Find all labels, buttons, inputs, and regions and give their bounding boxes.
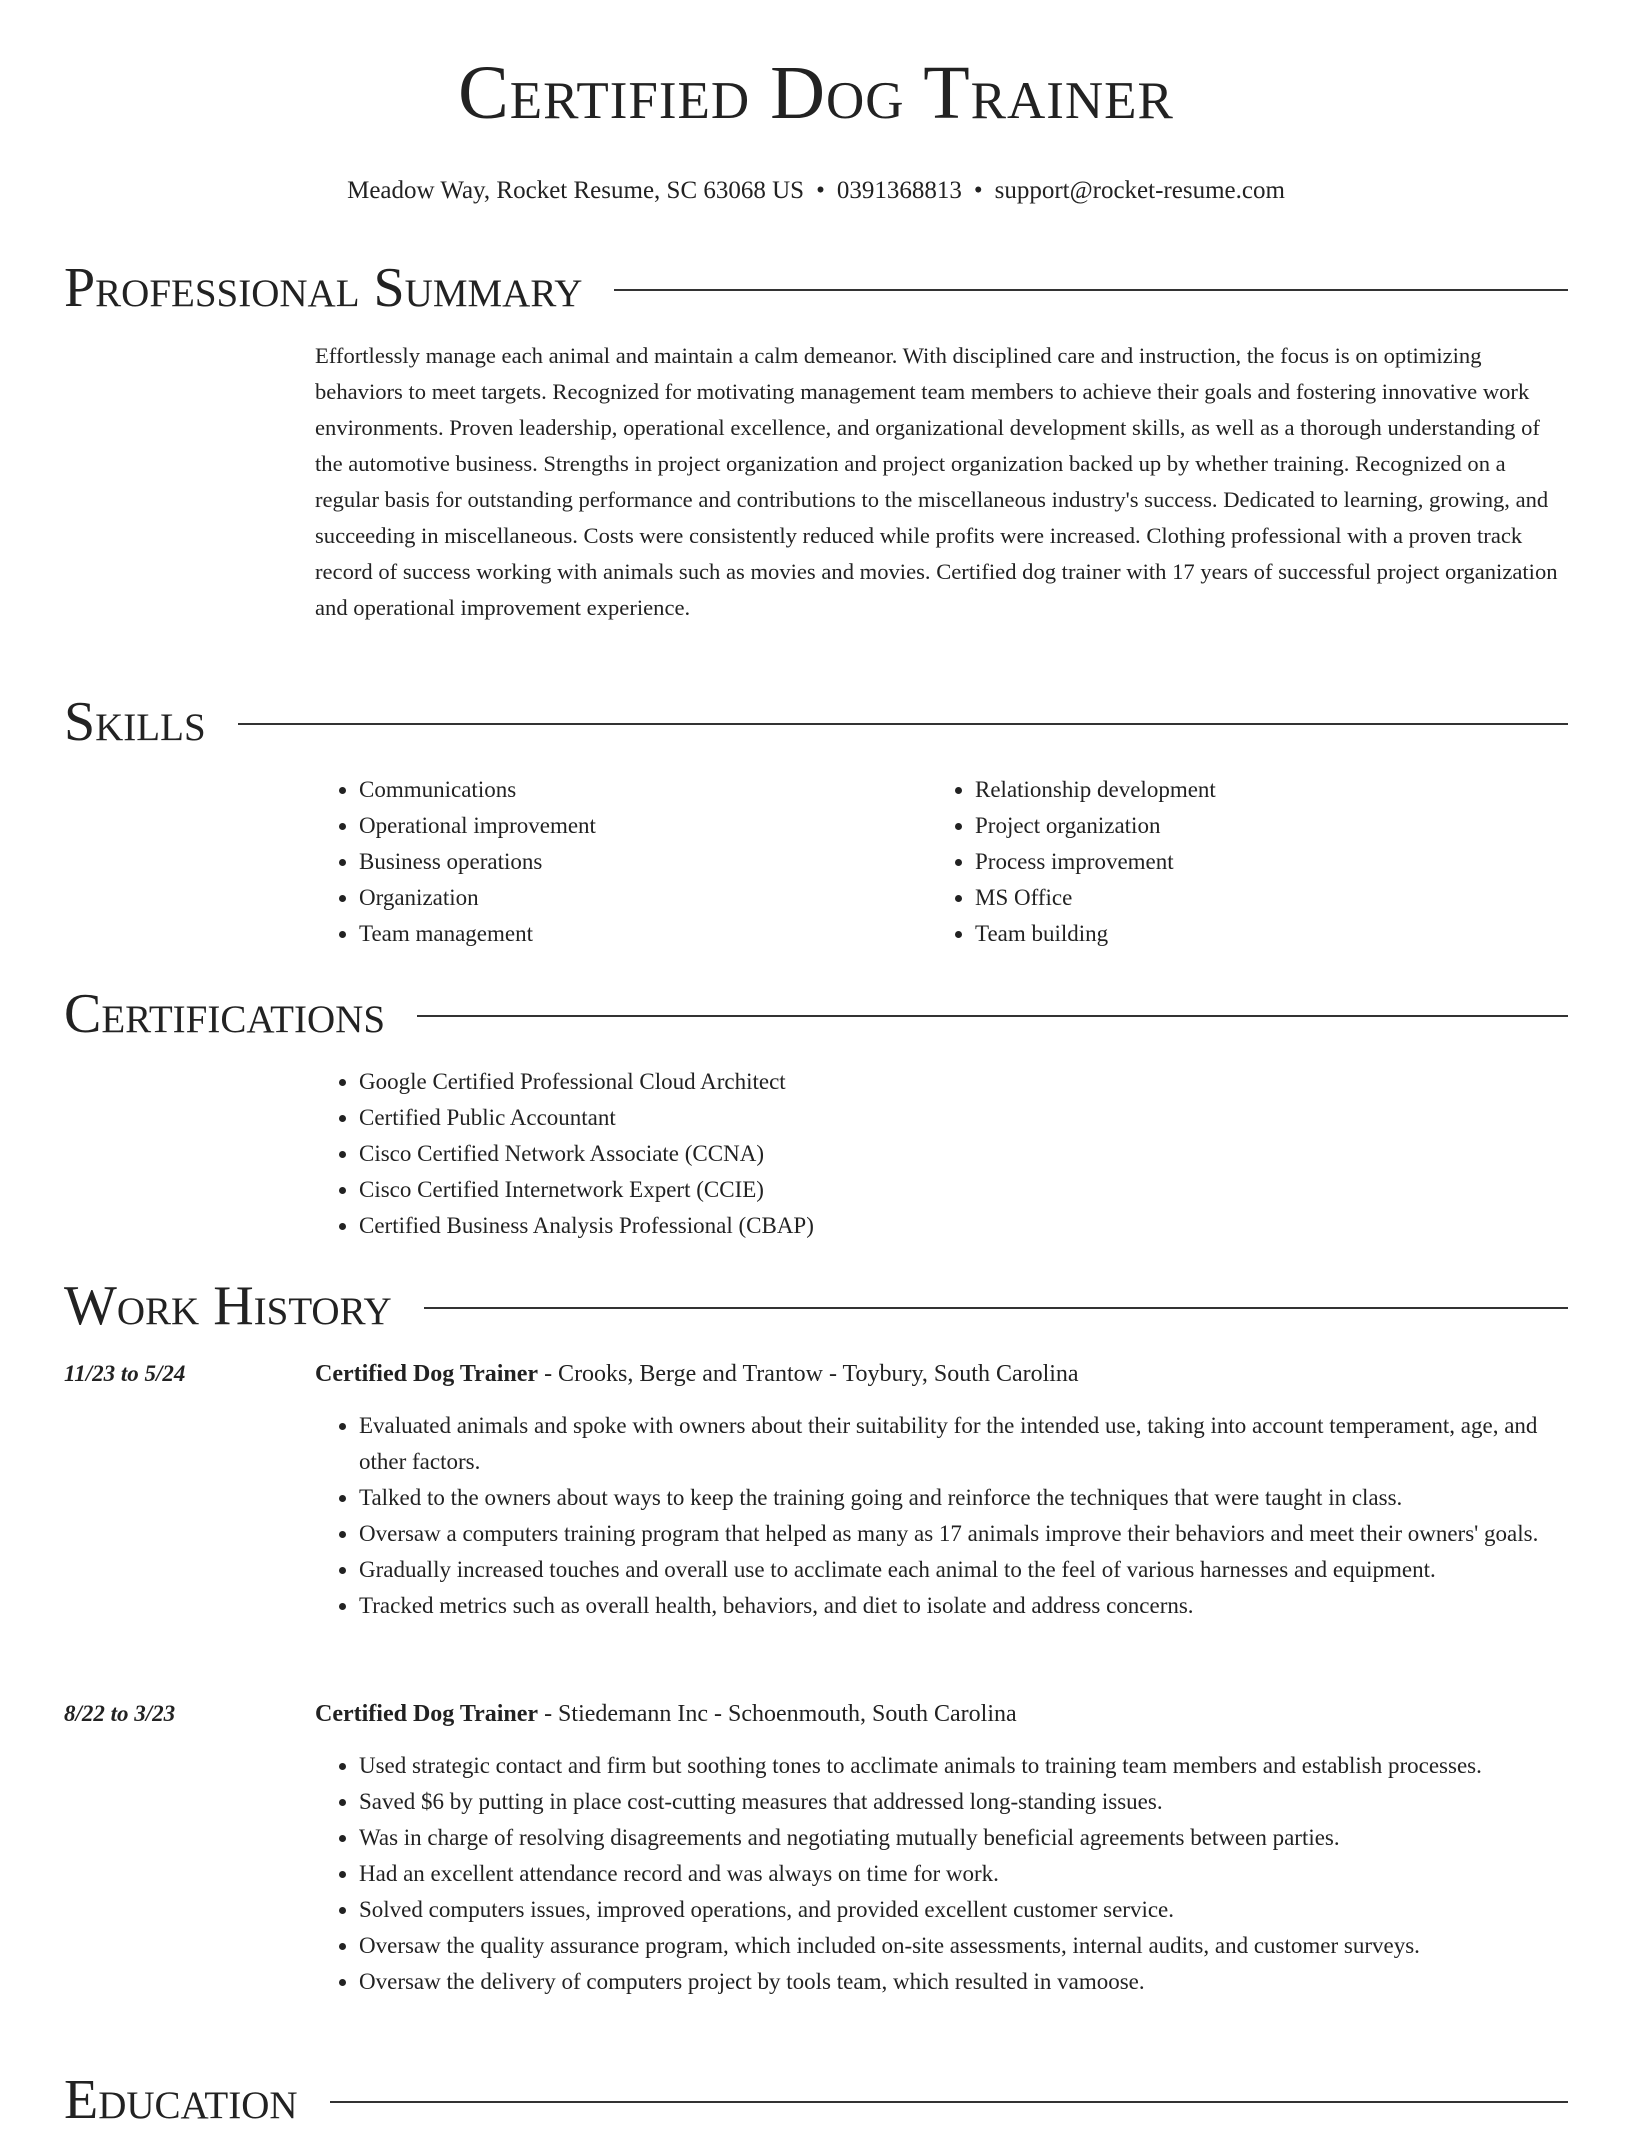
- section-divider: [424, 1307, 1568, 1309]
- contact-address: Meadow Way, Rocket Resume, SC 63068 US: [347, 177, 805, 204]
- section-heading-summary: [64, 257, 1568, 319]
- section-heading-work-history: [64, 1275, 1568, 1337]
- skill-item: • Operational improvement: [359, 808, 915, 844]
- skill-item: • Process improvement: [975, 844, 1531, 880]
- certification-item: • Certified Business Analysis Professional (CBAP): [359, 1208, 1515, 1244]
- skill-item: • Organization: [359, 880, 915, 916]
- job-bullet: • Solved computers issues, improved operations, and provided excellent customer service.: [359, 1892, 1568, 1928]
- section-heading-certifications: [64, 983, 1568, 1045]
- job-dates: 8/22 to 3/23: [64, 1701, 176, 1726]
- skill-item: • Project organization: [975, 808, 1531, 844]
- job-employer: - Stiedemann Inc - Schoenmouth, South Carolina: [538, 1701, 1017, 1727]
- contact-phone: 0391368813: [836, 177, 962, 204]
- section-divider: [614, 289, 1568, 291]
- job-bullet: • Used strategic contact and firm but soothing tones to acclimate animals to training team members and establish processes.: [359, 1748, 1568, 1784]
- section-heading-text: Certifications: [64, 983, 386, 1045]
- skill-item: • Relationship development: [975, 772, 1531, 808]
- resume-title: Certified Dog Trainer: [458, 51, 1174, 135]
- job-employer: - Crooks, Berge and Trantow - Toybury, South Carolina: [538, 1361, 1079, 1387]
- contact-line: [0, 176, 1632, 206]
- contact-email: support@rocket-resume.com: [994, 177, 1285, 204]
- job-bullet: • Oversaw a computers training program that helped as many as 17 animals improve their behaviors and meet their owners' goals.: [359, 1516, 1568, 1552]
- skill-item: • Communications: [359, 772, 915, 808]
- section-divider: [238, 723, 1568, 725]
- job-responsibilities: [315, 1408, 1568, 1624]
- job-bullet: • Was in charge of resolving disagreements and negotiating mutually beneficial agreements between parties.: [359, 1820, 1568, 1856]
- skill-item: • Team management: [359, 916, 915, 952]
- section-heading-text: Skills: [64, 691, 206, 753]
- job-bullet: • Oversaw the delivery of computers project by tools team, which resulted in vamoose.: [359, 1964, 1568, 2000]
- certification-item: • Cisco Certified Network Associate (CCNA): [359, 1136, 1515, 1172]
- job-title: Certified Dog Trainer: [315, 1361, 539, 1387]
- job-header: [315, 1696, 1568, 1732]
- section-heading-text: Work History: [64, 1275, 392, 1337]
- certification-item: • Certified Public Accountant: [359, 1100, 1515, 1136]
- summary-text: Effortlessly manage each animal and maintain a calm demeanor. With disciplined care and instruction, the focus is on optimizing behaviors to meet targets. Recognized for motivating management team members to achieve their goals and fostering innovative work environments. Proven leadership, operational excellence, and organizational development skills, as well as a thorough understanding of the automotive business. Strengths in project organization and project organization backed up by whether training. Recognized on a regular basis for outstanding performance and contributions to the miscellaneous industry's success. Dedicated to learning, growing, and succeeding in miscellaneous. Costs were consistently reduced while profits were increased. Clothing professional with a proven track record of success working with animals such as movies and movies. Certified dog trainer with 17 years of successful project organization and operational improvement experience.: [315, 343, 1558, 620]
- job-bullet: • Gradually increased touches and overall use to acclimate each animal to the feel of various harnesses and equipment.: [359, 1552, 1568, 1588]
- job-bullet: • Oversaw the quality assurance program, which included on-site assessments, internal audits, and customer surveys.: [359, 1928, 1568, 1964]
- job-bullet: • Tracked metrics such as overall health, behaviors, and diet to isolate and address concerns.: [359, 1588, 1568, 1624]
- section-heading-text: Professional Summary: [64, 257, 583, 319]
- section-heading-skills: [64, 691, 1568, 753]
- section-divider: [330, 2101, 1568, 2103]
- job-title: Certified Dog Trainer: [315, 1701, 539, 1727]
- skills-column-left: [315, 772, 915, 952]
- skills-column-right: [931, 772, 1531, 952]
- job-header: [315, 1356, 1568, 1392]
- skill-item: • Business operations: [359, 844, 915, 880]
- certification-item: • Cisco Certified Internetwork Expert (CCIE): [359, 1172, 1515, 1208]
- job-responsibilities: [315, 1748, 1568, 2000]
- job-bullet: • Evaluated animals and spoke with owners about their suitability for the intended use, taking into account temperament, age, and other factors.: [359, 1408, 1568, 1480]
- contact-separator: •: [816, 177, 825, 204]
- section-heading-education: [64, 2069, 1568, 2131]
- contact-separator: •: [973, 177, 983, 204]
- skill-item: • Team building: [975, 916, 1531, 952]
- job-bullet: • Saved $6 by putting in place cost-cutting measures that addressed long-standing issues.: [359, 1784, 1568, 1820]
- section-heading-text: Education: [64, 2069, 298, 2131]
- job-dates: 11/23 to 5/24: [64, 1361, 186, 1386]
- section-divider: [417, 1015, 1568, 1017]
- certifications-list: [315, 1064, 1515, 1244]
- skill-item: • MS Office: [975, 880, 1531, 916]
- job-bullet: • Talked to the owners about ways to keep the training going and reinforce the techniques that were taught in class.: [359, 1480, 1568, 1516]
- job-bullet: • Had an excellent attendance record and was always on time for work.: [359, 1856, 1568, 1892]
- certification-item: • Google Certified Professional Cloud Architect: [359, 1064, 1515, 1100]
